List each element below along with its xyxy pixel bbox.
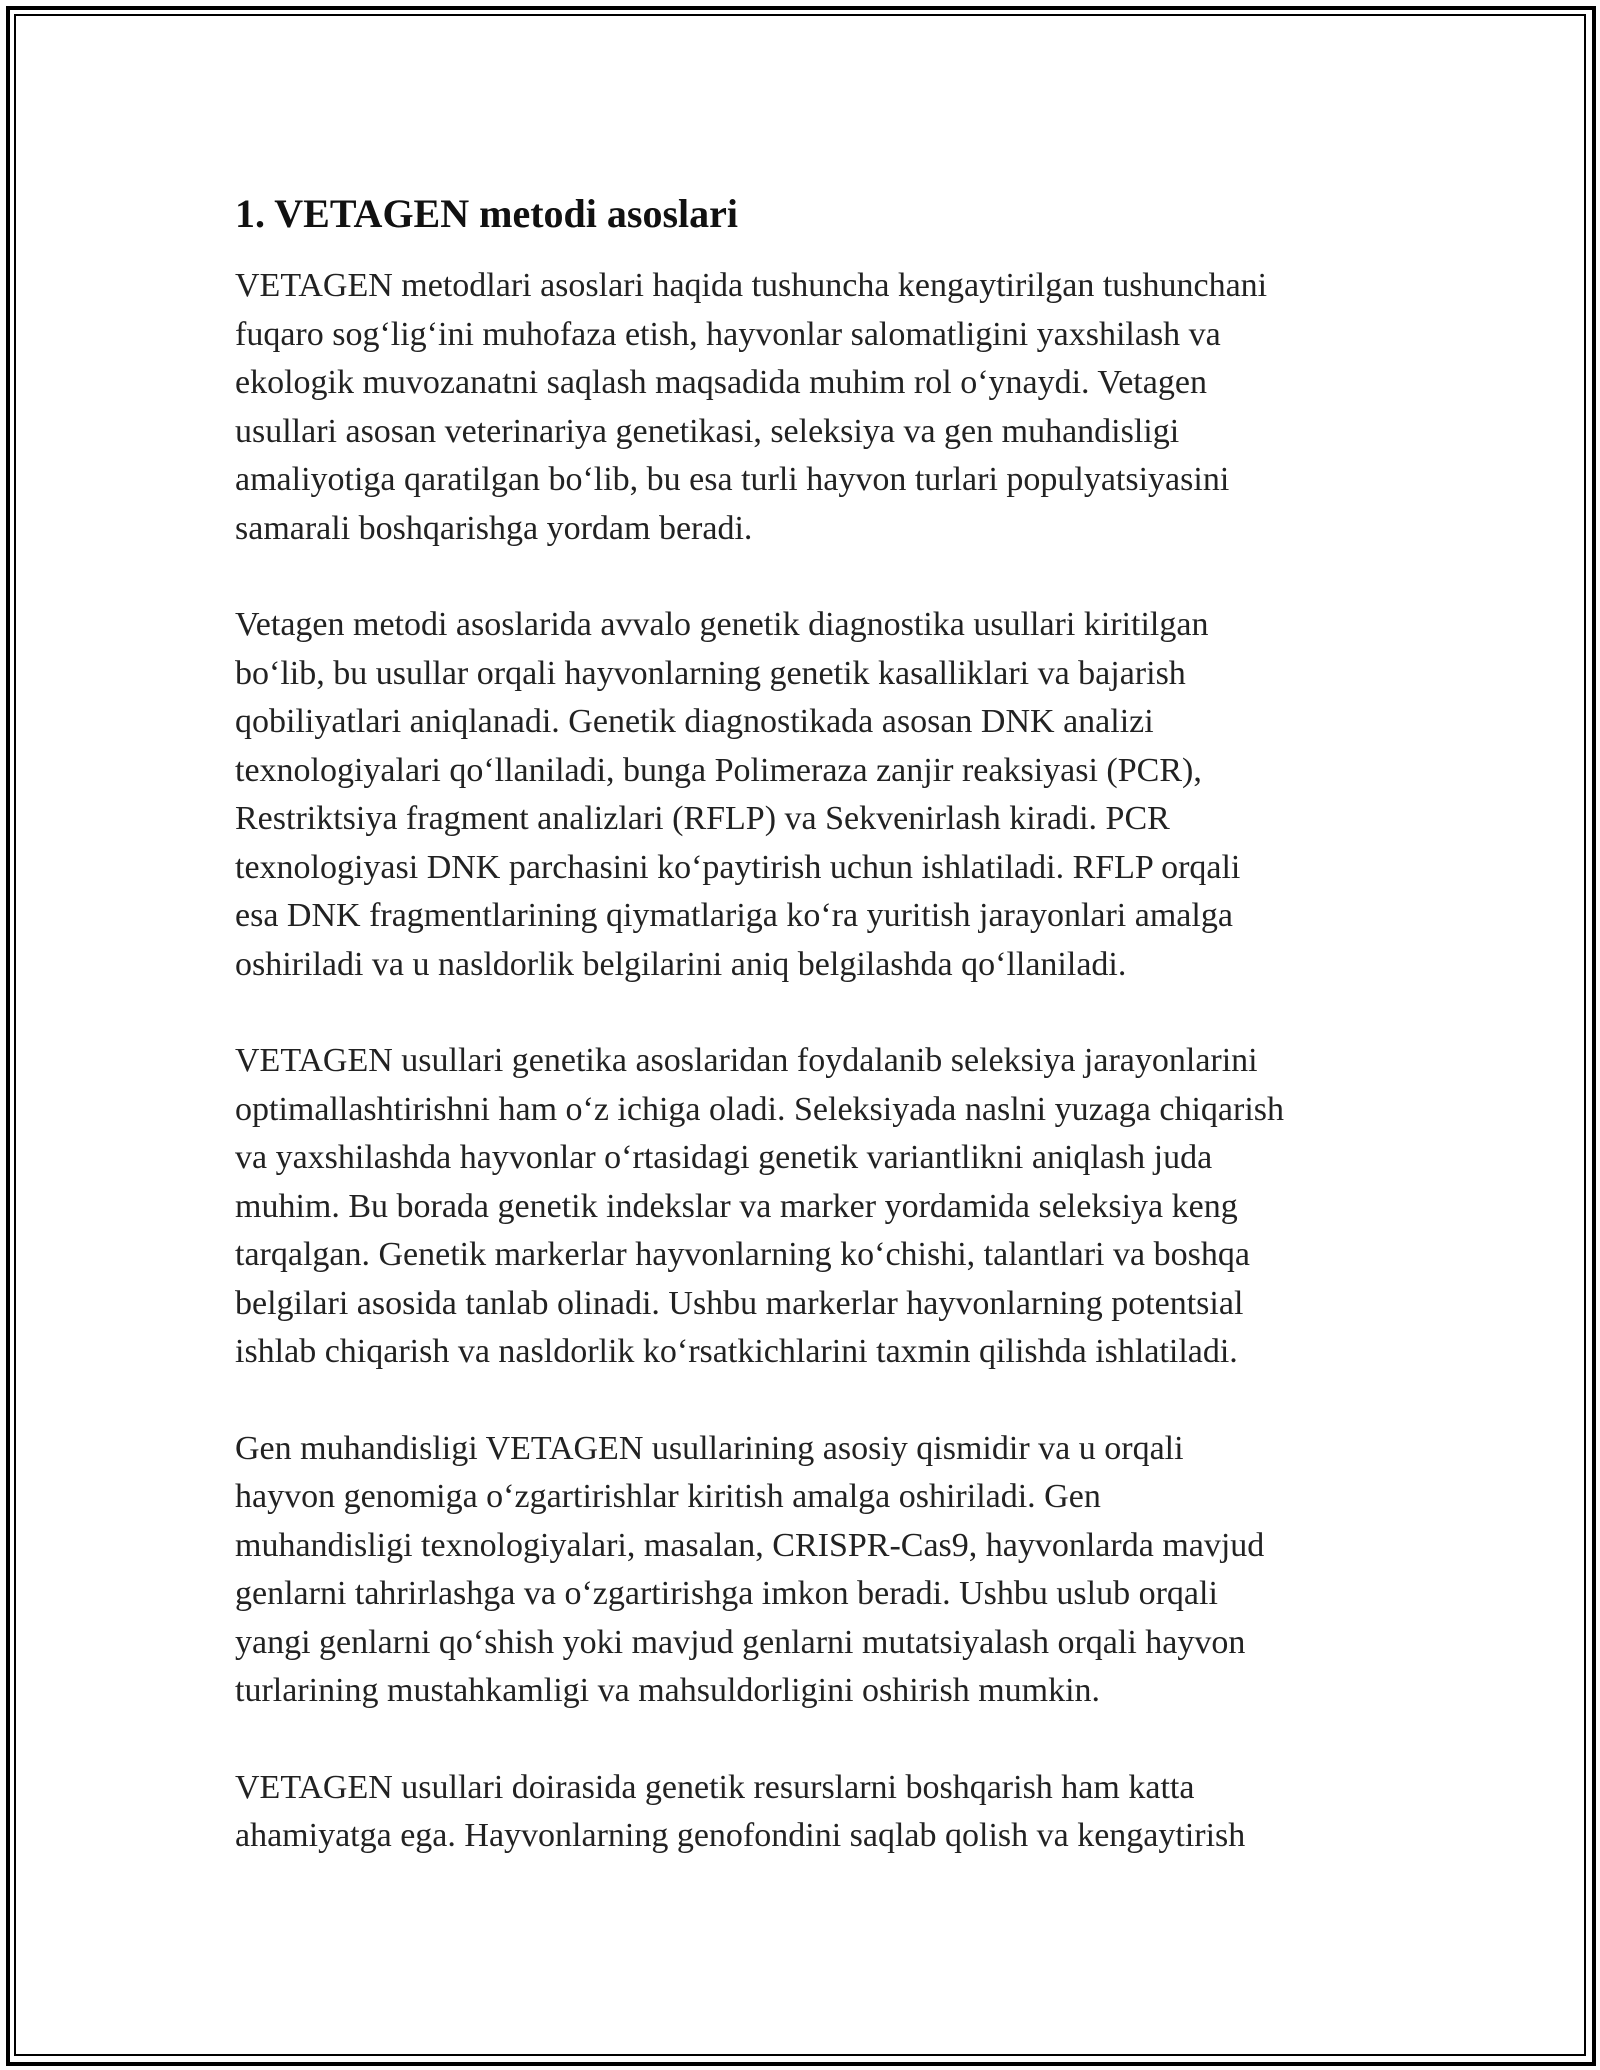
paragraph: VETAGEN usullari genetika asoslaridan foydalanib seleksiya jarayonlarini optimallashtirishni ham o‘z ichiga oladi. Seleksiyada naslni yuzaga chiqarish va yaxshilashda hayvonlar o‘rtasidagi genetik variantlikni aniqlash juda muhim. Bu borada genetik indekslar va marker yordamida seleksiya keng tarqalgan. Genetik markerlar hayvonlarning ko‘chishi, talantlari va boshqa belgilari asosida tanlab olinadi. Ushbu markerlar hayvonlarning potentsial ishlab chiqarish va nasldorlik ko‘rsatkichlarini taxmin qilishda ishlatiladi. — [235, 1042, 1285, 1370]
document-body — [235, 188, 1385, 1909]
paragraph: VETAGEN metodlari asoslari haqida tushuncha kengaytirilgan tushunchani fuqaro sog‘lig‘ini muhofaza etish, hayvonlar salomatligini yaxshilash va ekologik muvozanatni saqlash maqsadida muhim rol o‘ynaydi. Vetagen usullari asosan veterinariya genetikasi, seleksiya va gen muhandisligi amaliyotiga qaratilgan bo‘lib, bu esa turli hayvon turlari populyatsiyasini samarali boshqarishga yordam beradi. — [235, 267, 1268, 547]
section-heading: 1. VETAGEN metodi asoslari — [235, 191, 738, 236]
paragraph: VETAGEN usullari doirasida genetik resurslarni boshqarish ham katta ahamiyatga ega. Hayvonlarning genofondini saqlab qolish va kengaytirish — [235, 1768, 1246, 1854]
paragraph: Vetagen metodi asoslarida avvalo genetik diagnostika usullari kiritilgan bo‘lib, bu usullar orqali hayvonlarning genetik kasalliklari va bajarish qobiliyatlari aniqlanadi. Genetik diagnostikada asosan DNK analizi texnologiyalari qo‘llaniladi, bunga Polimeraza zanjir reaksiyasi (PCR), Restriktsiya fragment analizlari (RFLP) va Sekvenirlash kiradi. PCR texnologiyasi DNK parchasini ko‘paytirish uchun ishlatiladi. RFLP orqali esa DNK fragmentlarining qiymatlariga ko‘ra yuritish jarayonlari amalga oshiriladi va u nasldorlik belgilarini aniq belgilashda qo‘llaniladi. — [235, 606, 1241, 983]
paragraph: Gen muhandisligi VETAGEN usullarining asosiy qismidir va u orqali hayvon genomiga o‘zgartirishlar kiritish amalga oshiriladi. Gen muhandisligi texnologiyalari, masalan, CRISPR-Cas9, hayvonlarda mavjud genlarni tahrirlashga va o‘zgartirishga imkon beradi. Ushbu uslub orqali yangi genlarni qo‘shish yoki mavjud genlarni mutatsiyalash orqali hayvon turlarining mustahkamligi va mahsuldorligini oshirish mumkin. — [235, 1429, 1265, 1709]
